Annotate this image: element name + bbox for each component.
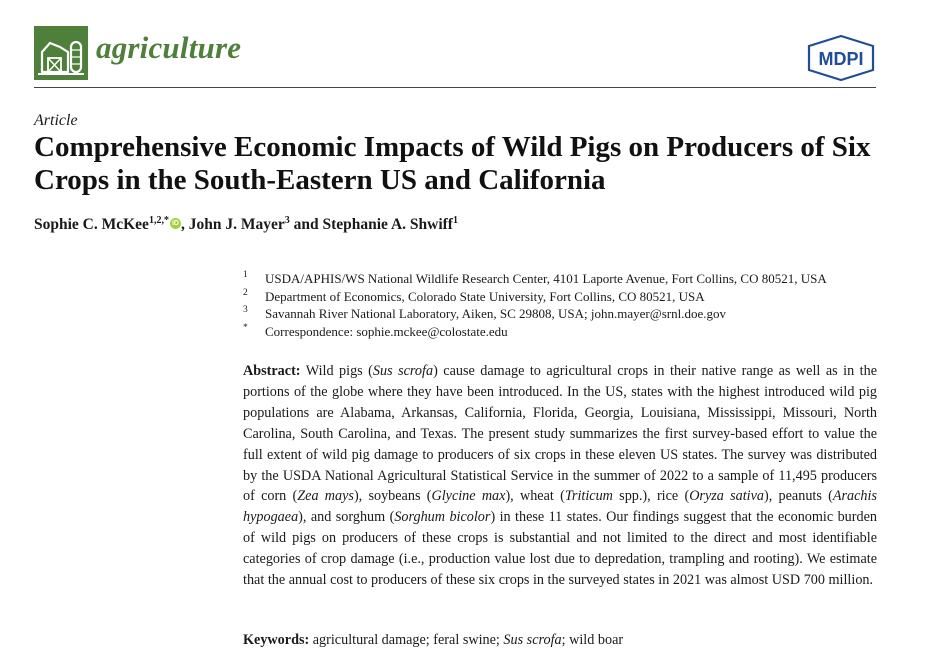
affiliation-item — [243, 288, 883, 306]
author-affiliation-mark: 1 — [452, 215, 458, 226]
header-divider — [34, 87, 876, 88]
affiliation-mark: 2 — [243, 287, 248, 298]
affiliation-mark: 3 — [243, 305, 248, 315]
journal-name: agriculture — [96, 30, 242, 65]
orcid-icon: iD — [171, 220, 179, 227]
affiliation-text: Savannah River National Laboratory, Aiken, SC 29808, USA; john.mayer@srnl.doe.gov — [265, 306, 726, 321]
abstract-text: ), wheat ( — [505, 488, 565, 505]
keywords-text: ; wild boar — [561, 632, 624, 648]
affiliation-text: Department of Economics, Colorado State University, Fort Collins, CO 80521, USA — [265, 288, 705, 304]
journal-logo — [34, 26, 88, 80]
abstract-label: Abstract: — [243, 363, 301, 379]
abstract-text: ), peanuts ( — [764, 488, 833, 505]
affiliation-mark: * — [243, 322, 248, 333]
affiliation-item — [243, 323, 883, 341]
author-name: Sophie C. McKee — [34, 216, 149, 233]
abstract-text: Oryza sativa — [689, 488, 765, 505]
mdpi-logo — [806, 34, 876, 82]
abstract-text: ), and sorghum ( — [298, 509, 395, 526]
affiliation-mark: 1 — [243, 270, 248, 280]
article-type: Article — [34, 112, 78, 129]
author-name: John J. Mayer — [188, 216, 285, 233]
author-name: Stephanie A. Shwiff — [322, 216, 453, 233]
keywords-text: agricultural damage; feral swine; — [309, 632, 504, 648]
affiliation-item — [243, 305, 883, 323]
abstract-text: ), soybeans ( — [353, 488, 432, 505]
abstract-text: Zea mays — [297, 488, 354, 505]
author-list — [34, 215, 458, 234]
abstract-text: Sorghum bicolor — [394, 509, 491, 526]
abstract-text: Arachis hypogaea — [243, 488, 877, 526]
publisher-name: MDPI — [818, 49, 864, 69]
abstract-text: Glycine max — [431, 488, 506, 505]
abstract-text: spp.), rice ( — [612, 488, 690, 505]
abstract-text: Sus scrofa — [372, 363, 434, 379]
abstract-text: Wild pigs ( — [300, 363, 373, 379]
affiliation-item — [243, 270, 883, 288]
author-separator: and — [289, 216, 323, 233]
abstract-text: ) cause damage to agricultural crops in their native range as well as in the portions of the globe where they have been introduced. In the US, states with the highest introduced wild pig populations are Alabama, Arkansas, California, Florida, Georgia, Louisiana, Mississippi, Missouri, North Carolina, South Carolina, and Texas. The present study summarizes the first survey-based effort to value the full extent of wild pig damage to producers of six crops in these eleven US states. The survey was distributed by the USDA National Agricultural Statistical Service in the summer of 2022 to a sample of 11,495 producers of corn ( — [243, 363, 878, 505]
affiliation-text: USDA/APHIS/WS National Wildlife Research Center, 4101 Laporte Avenue, Fort Collins, CO 80521, USA — [265, 271, 827, 286]
abstract — [243, 361, 877, 591]
affiliation-list — [243, 270, 883, 340]
article-title: Comprehensive Economic Impacts of Wild Pigs on Producers of Six Crops in the South-Eastern US and California — [34, 131, 871, 196]
author-separator: , — [180, 216, 189, 233]
author-affiliation-mark: 1,2,* — [148, 215, 169, 226]
author-affiliation-mark: 3 — [284, 215, 290, 226]
keywords-label: Keywords: — [243, 632, 310, 648]
abstract-text: Triticum — [564, 488, 613, 505]
keywords — [243, 632, 623, 649]
affiliation-text: Correspondence: sophie.mckee@colostate.edu — [265, 323, 508, 339]
abstract-text: ) in these 11 states. Our findings suggest that the economic burden of wild pigs on producers of these crops is substantial and not limited to the direct and most identifiable categories of crop damage (i.e., production value lost due to depredation, trampling and rooting). We estimate that the annual cost to producers of these six crops in the surveyed states in 2021 was almost USD 700 million. — [243, 509, 877, 589]
keywords-text: Sus scrofa — [503, 632, 562, 648]
